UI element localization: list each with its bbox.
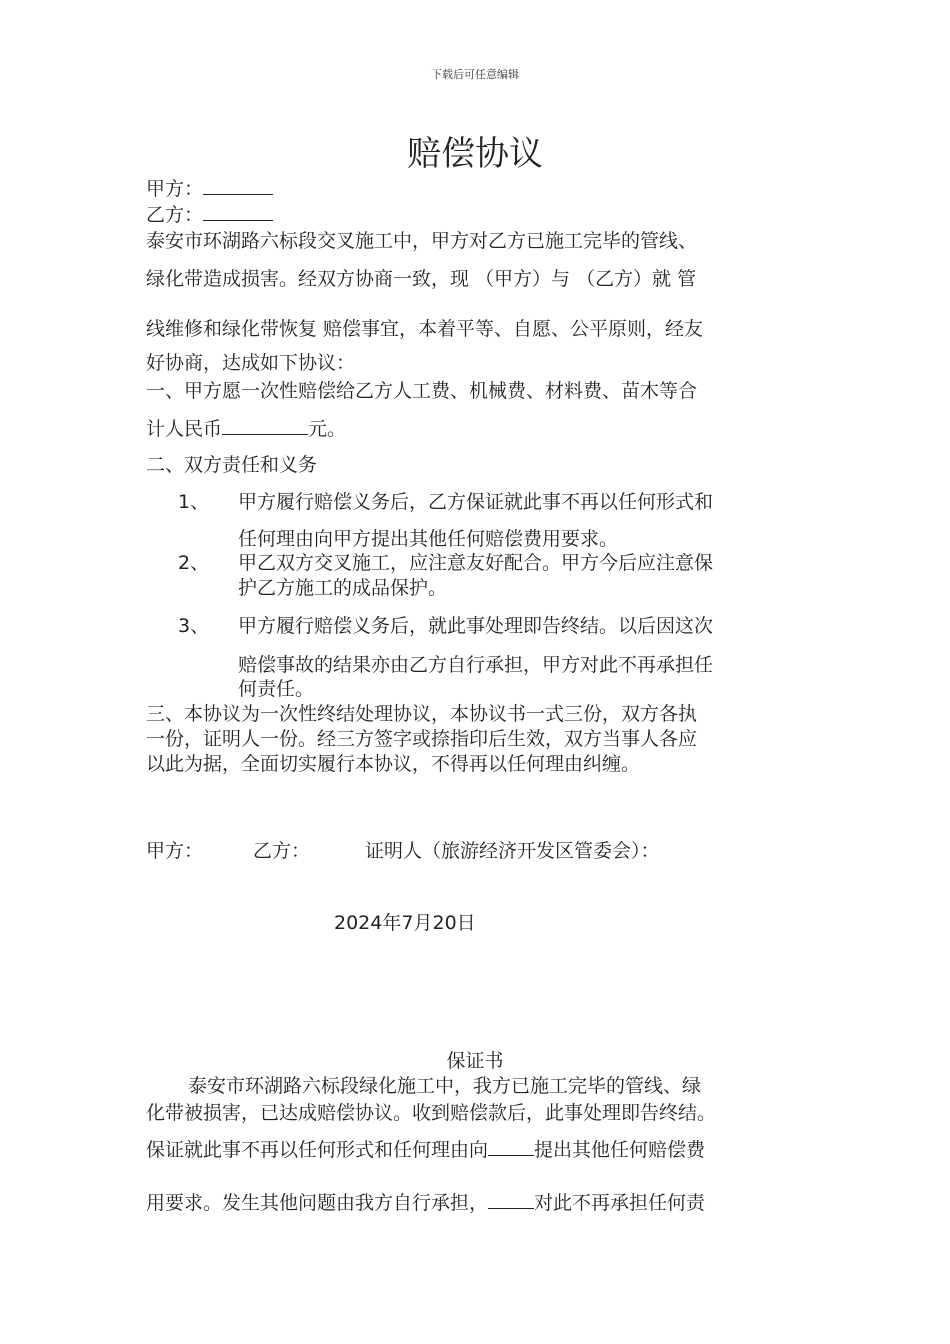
header-note: 下载后可任意编辑 — [431, 68, 519, 81]
intro-line: 绿化带造成损害。经双方协商一致，现 （甲方）与 （乙方）就 管 — [146, 268, 697, 290]
recipient-blank[interactable] — [488, 1137, 534, 1156]
amount-prefix: 计人民币 — [146, 418, 223, 440]
guarantee-line3-suffix: 提出其他任何赔偿费 — [534, 1139, 706, 1161]
guarantee-line — [146, 1188, 705, 1215]
item-line: 任何理由向甲方提出其他任何赔偿费用要求。 — [238, 528, 619, 550]
intro-line: 泰安市环湖路六标段交叉施工中，甲方对乙方已施工完毕的管线、 — [146, 230, 698, 252]
amount-suffix: 元。 — [308, 418, 347, 440]
item-line: 甲方履行赔偿义务后，乙方保证就此事不再以任何形式和 — [238, 491, 714, 513]
guarantee-line4-suffix: 对此不再承担任何责 — [534, 1192, 706, 1214]
item-number: 2、 — [178, 552, 210, 574]
signature-party-a: 甲方： — [146, 840, 204, 862]
signature-party-b: 乙方： — [253, 840, 311, 862]
clause3-line: 以此为据，全面切实履行本协议，不得再以任何理由纠缠。 — [146, 753, 641, 775]
item-line: 赔偿事故的结果亦由乙方自行承担，甲方对此不再承担任 — [238, 654, 714, 676]
guarantee-line — [146, 1135, 705, 1162]
party-b-line — [146, 200, 273, 227]
intro-line: 好协商，达成如下协议： — [146, 352, 356, 374]
item-line: 甲方履行赔偿义务后，就此事处理即告终结。以后因这次 — [238, 615, 714, 637]
item-line: 甲乙双方交叉施工，应注意友好配合。甲方今后应注意保 — [238, 552, 714, 574]
date-month: 7 — [401, 912, 414, 934]
item-line: 何责任。 — [238, 678, 315, 700]
document-title: 赔偿协议 — [407, 134, 543, 174]
guarantee-line4-prefix: 用要求。发生其他问题由我方自行承担， — [146, 1192, 489, 1214]
item-line: 护乙方施工的成品保护。 — [238, 577, 448, 599]
date-day-unit: 日 — [456, 912, 476, 934]
party-a-label: 甲方： — [146, 178, 204, 200]
signature-witness: 证明人（旅游经济开发区管委会）： — [365, 840, 660, 862]
guarantee-title: 保证书 — [446, 1050, 504, 1072]
guarantee-line: 泰安市环湖路六标段绿化施工中，我方已施工完毕的管线、绿 — [188, 1075, 702, 1097]
party-a-blank[interactable] — [203, 176, 273, 195]
item-number: 1、 — [178, 491, 210, 513]
party-b-label: 乙方： — [146, 204, 204, 226]
date-day: 20 — [432, 912, 457, 934]
amount-blank[interactable] — [222, 416, 308, 435]
date-month-unit: 月 — [413, 912, 433, 934]
intro-line: 线维修和绿化带恢复 赔偿事宜，本着平等、自愿、公平原则，经友 — [146, 318, 704, 340]
party-b-blank[interactable] — [203, 202, 273, 221]
recipient-blank[interactable] — [488, 1190, 534, 1209]
clause3-line: 三、本协议为一次性终结处理协议，本协议书一式三份，双方各执 — [146, 703, 698, 725]
clause1-line1: 一、甲方愿一次性赔偿给乙方人工费、机械费、材料费、苗木等合 — [146, 380, 698, 402]
date-year: 2024 — [334, 912, 383, 934]
clause2-title: 二、双方责任和义务 — [146, 454, 318, 476]
agreement-date — [334, 908, 476, 935]
clause3-line: 一份，证明人一份。经三方签字或捺指印后生效，双方当事人各应 — [146, 728, 698, 750]
party-a-line — [146, 174, 273, 201]
guarantee-line: 化带被损害，已达成赔偿协议。收到赔偿款后，此事处理即告终结。 — [146, 1102, 717, 1124]
item-number: 3、 — [178, 615, 210, 637]
clause1-line2 — [146, 414, 346, 441]
date-year-unit: 年 — [382, 912, 402, 934]
guarantee-line3-prefix: 保证就此事不再以任何形式和任何理由向 — [146, 1139, 489, 1161]
